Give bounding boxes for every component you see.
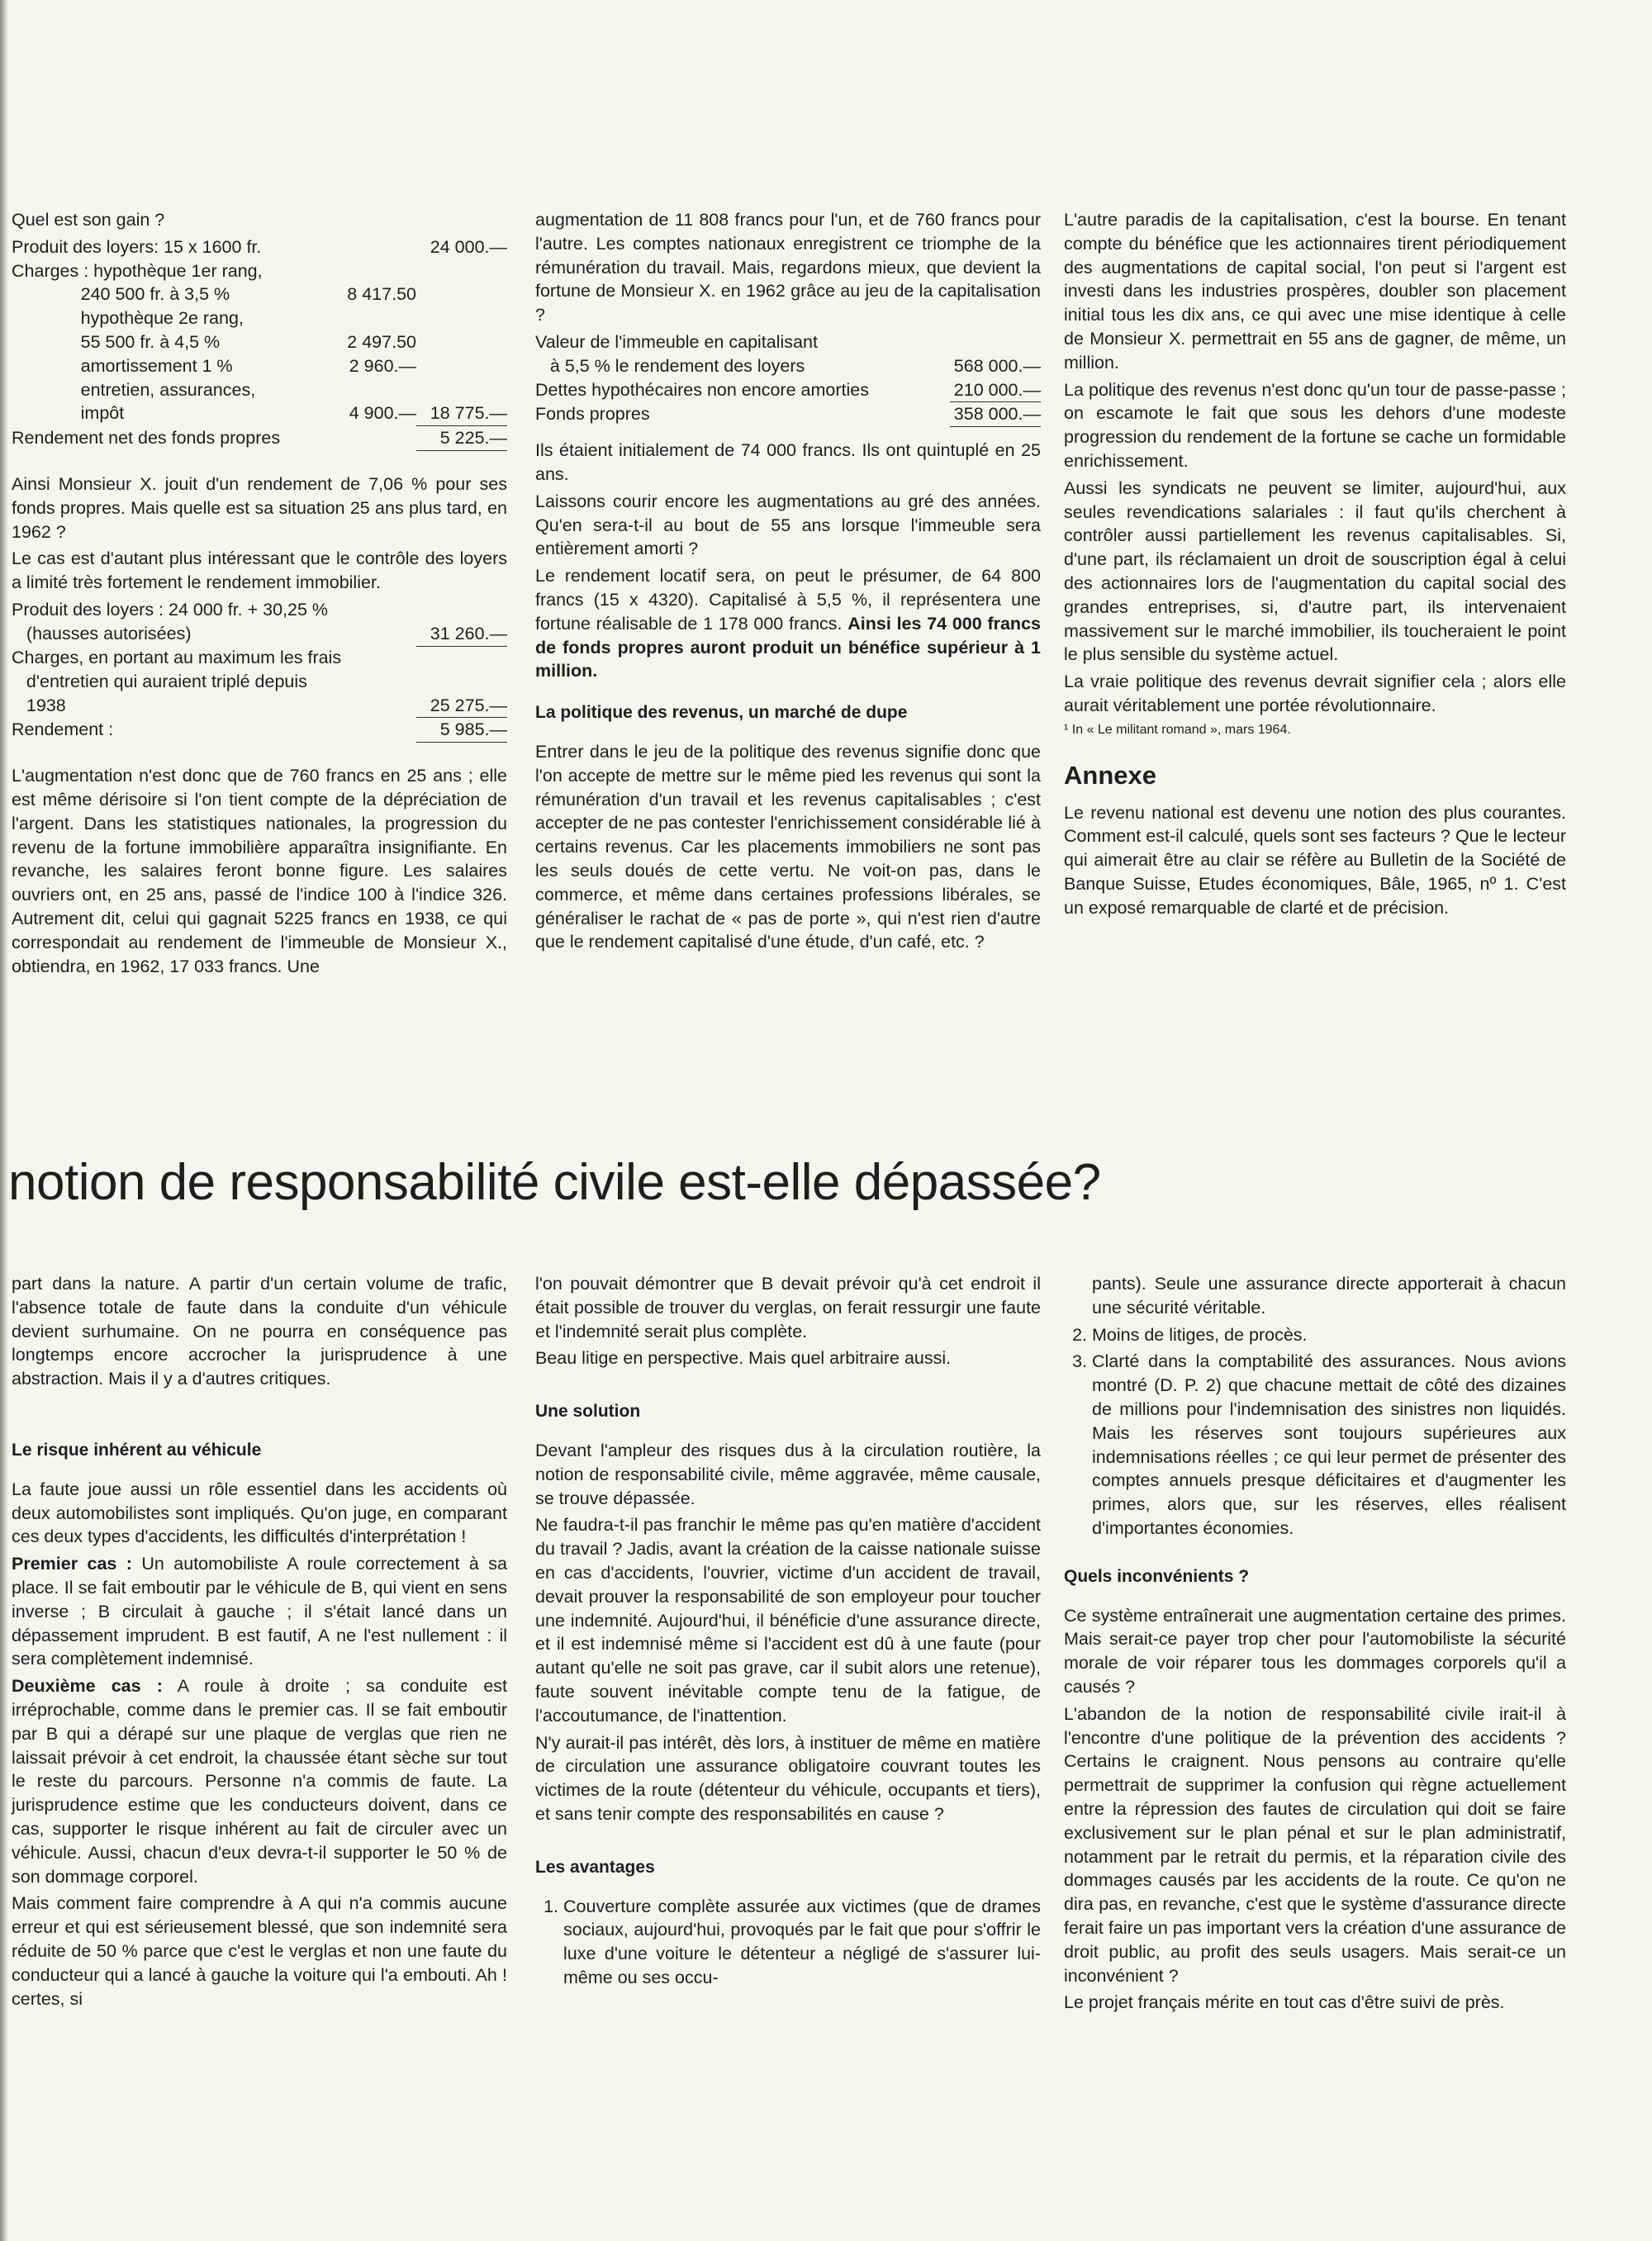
paragraph: Ce système entraînerait une augmentation certaine des primes. Mais serait-ce payer trop cher pour l'automobiliste la sécurité morale de voir réparer tous les dommages corporels qu'il a causés ? <box>1064 1605 1566 1697</box>
paragraph: Ne faudra-t-il pas franchir le même pas qu'en matière d'accident du travail ? Jadis, avant la création de la caisse nationale suisse en cas d'accidents, l'ouvrier, victime d'un accident de travail, devait prouver la responsabilité de son employeur pour toucher une indemnité. Aujourd'hui, il bénéficie d'une assurance directe, et il est indemnisé même si l'accident est dû à une faute (pour autant qu'elle ne soit pas grave, car il subit alors une retenue), faute souvent inévitable compte tenu de la fatigue, de l'accoutumance, de l'inattention. <box>535 1515 1041 1726</box>
paragraph: part dans la nature. A partir d'un certain volume de trafic, l'absence totale de faute dans la conduite d'un véhicule devient surhumaine. On ne pourra en conséquence pas longtemps encore accrocher la jurisprudence à une abstraction. Mais il y a d'autres critiques. <box>12 1274 507 1389</box>
row-amount: 8 417.50 <box>347 284 416 305</box>
capital-table <box>535 330 1041 427</box>
row-amount <box>317 426 416 451</box>
paragraph: Aussi les syndicats ne peuvent se limiter, aujourd'hui, aux seules revendications salariales : il faut qu'ils cherchent à contrôler aussi partiellement les revenus capitalisables. Si, d'une part, ils réclamaient un droit de souscription égal à celui des actionnaires lors de l'augmentation du capital social des grandes entreprises, si, d'autre part, ils intervenaient massivement sur le marché immobilier, ils toucheraient le point le plus sensible du système actuel. <box>1064 477 1566 665</box>
upper-column-2 <box>535 208 1041 957</box>
paragraph: Le revenu national est devenu une notion des plus courantes. Comment est-il calculé, quels sont ses facteurs ? Que le lecteur qui aimerait être au clair se réfère au Bulletin de la Société de Banque Suisse, Etudes économiques, Bâle, 1965, nº 1. C'est un exposé remarquable de clarté et de précision. <box>1064 802 1566 918</box>
lower-column-2 <box>535 1272 1041 1993</box>
section-heading: Le risque inhérent au véhicule <box>12 1440 262 1460</box>
table-row <box>535 354 1041 378</box>
lower-column-1 <box>12 1272 507 2014</box>
table-row <box>12 306 507 330</box>
paragraph: N'y aurait-il pas intérêt, dès lors, à instituer de même en matière de circulation une assurance obligatoire couvrant toutes les victimes de la route (détenteur du véhicule, occupants et tiers), et sans tenir compte des responsabilités en cause ? <box>535 1732 1041 1824</box>
row-label: Produit des loyers: 15 x 1600 fr. <box>12 236 262 257</box>
table-row <box>535 402 1041 427</box>
row-label: Charges : hypothèque 1er rang, <box>12 260 263 281</box>
upper-column-3 <box>1064 208 1566 923</box>
section-heading: La politique des revenus, un marché de dupe <box>535 703 908 723</box>
table-row <box>12 718 507 743</box>
income-table-1962 <box>12 598 507 743</box>
table-row <box>12 426 507 451</box>
paragraph: l'on pouvait démontrer que B devait prévoir qu'à cet endroit il était possible de trouver du verglas, on ferait ressurgir une faute et l'indemnité serait plus complète. <box>535 1274 1041 1341</box>
paragraph: Ainsi Monsieur X. jouit d'un rendement de 7,06 % pour ses fonds propres. Mais quelle est sa situation 25 ans plus tard, en 1962 ? <box>12 473 507 542</box>
row-label: Valeur de l'immeuble en capitalisant <box>535 331 818 352</box>
table-row <box>12 401 507 425</box>
table-row <box>535 330 1041 354</box>
row-total: 358 000.— <box>950 402 1041 427</box>
section-heading: Les avantages <box>535 1857 655 1877</box>
row-amount: 2 497.50 <box>347 331 416 352</box>
row-total <box>416 306 507 330</box>
section-heading: Quels inconvénients ? <box>1064 1566 1250 1586</box>
advantages-list <box>535 1895 1041 1990</box>
paragraph: L'abandon de la notion de responsabilité civile irait-il à l'encontre d'une politique de la prévention des accidents ? Certains le craignent. Nous pensons au contraire qu'elle permettrait de supprimer la confusion qui règne actuellement entre la répression des fautes de circulation qui doit se faire exclusivement sur le plan pénal et sur le plan administratif, notamment par le retrait du permis, et la réparation civile des dommages causés par les accidents de la route. Ce qu'on ne dira pas, en revanche, c'est que le système d'assurance directe ferait faire un pas important vers la création d'une assurance de droit public, au profit des seuls usagers. Mais serait-ce un inconvénient ? <box>1064 1703 1566 1986</box>
upper-column-1 <box>12 208 507 981</box>
row-amount <box>317 235 416 259</box>
row-total <box>416 259 507 283</box>
row-total <box>950 330 1041 354</box>
row-label: Charges, en portant au maximum les frais <box>12 648 342 668</box>
row-label: Produit des loyers : 24 000 fr. + 30,25 % <box>12 599 329 620</box>
row-amount: 2 960.— <box>349 355 416 376</box>
row-label: entretien, assurances, <box>12 379 256 400</box>
row-amount: 4 900.— <box>349 403 416 424</box>
bold-conclusion: Ainsi les 74 000 francs de fonds propres auront produit un bénéfice supérieur à 1 million. <box>535 613 1041 681</box>
lower-column-3 <box>1064 1272 1566 2018</box>
paragraph: Le projet français mérite en tout cas d'être suivi de près. <box>1064 1992 1505 2013</box>
case-label: Deuxième cas : <box>12 1676 163 1697</box>
income-table-1938 <box>12 235 507 451</box>
row-amount <box>317 306 416 330</box>
table-row <box>12 646 507 670</box>
table-row <box>12 354 507 378</box>
table-row <box>12 235 507 259</box>
table-row <box>12 670 507 694</box>
row-amount <box>317 378 416 402</box>
row-total <box>416 598 507 622</box>
table-row <box>12 330 507 354</box>
table-row <box>12 694 507 718</box>
paragraph: augmentation de 11 808 francs pour l'un, et de 760 francs pour l'autre. Les comptes nationaux enregistrent ce triomphe de la rémunération du travail. Mais, regardons mieux, que devient la fortune de Monsieur X. en 1962 grâce au jeu de la capitalisation ? <box>535 210 1041 325</box>
row-label: hypothèque 2e rang, <box>12 308 244 329</box>
list-item-continuation: pants). Seule une assurance directe apporterait à chacun une sécurité véritable. <box>1092 1274 1566 1318</box>
paragraph: La faute joue aussi un rôle essentiel dans les accidents où deux automobilistes sont impliqués. Qu'on juge, en comparant ces deux types d'accidents, les difficultés d'interprétation ! <box>12 1479 507 1547</box>
paragraph: Entrer dans le jeu de la politique des revenus signifie donc que l'on accepte de mettre sur le même pied les revenus qui sont la rémunération d'un travail et les revenus capitalisables ; c'est accepter de ne pas contester l'enrichissement considérable lié à certains revenus. Car les placements immobiliers ne sont pas les seuls doués de cette vertu. Ne voit-on pas, dans le commerce, et même dans certaines professions libérales, se généraliser le rachat de « pas de porte », qui n'est rien d'autre que le rendement capitalisé d'une étude, d'un café, etc. ? <box>535 741 1041 952</box>
paragraph: Ils étaient initialement de 74 000 francs. Ils ont quintuplé en 25 ans. <box>535 440 1041 484</box>
row-total <box>416 282 507 306</box>
table-row <box>535 378 1041 402</box>
row-label: Dettes hypothécaires non encore amorties <box>535 379 869 400</box>
intro-question: Quel est son gain ? <box>12 210 165 230</box>
row-label: 55 500 fr. à 4,5 % <box>12 331 221 352</box>
row-total: 568 000.— <box>953 355 1041 376</box>
paragraph: Le cas est d'autant plus intéressant que le contrôle des loyers a limité très fortement le rendement immobilier. <box>12 548 507 593</box>
row-label: d'entretien qui auraient triplé depuis <box>12 671 307 691</box>
row-total: 31 260.— <box>416 622 507 646</box>
row-label: 1938 <box>12 695 66 715</box>
table-row <box>12 378 507 402</box>
row-total: 5 225.— <box>416 426 507 451</box>
paragraph: Deuxième cas : A roule à droite ; sa conduite est irréprochable, comme dans le premier cas. Il se fait emboutir par B qui a dérapé sur une plaque de verglas que rien ne laissait prévoir à cet endroit, la chaussée étant sèche sur tout le reste du parcours. Personne n'a commis de faute. La jurisprudence estime que les conducteurs doivent, dans ce cas, supporter le risque inhérent au fait de circuler avec un véhicule. Aussi, chacun d'eux devra-t-il supporter le 50 % de son dommage corporel. <box>12 1676 507 1887</box>
row-label: Fonds propres <box>535 403 650 424</box>
row-total <box>416 378 507 402</box>
row-label: amortissement 1 % <box>12 355 233 376</box>
page-binding-edge <box>0 0 8 2241</box>
row-label: (hausses autorisées) <box>12 623 192 643</box>
paragraph: La vraie politique des revenus devrait signifier cela ; alors elle aurait véritablement une portée révolutionnaire. <box>1064 672 1566 715</box>
paragraph: L'autre paradis de la capitalisation, c'est la bourse. En tenant compte du bénéfice que les actionnaires tirent périodiquement des augmentations de capital social, l'on peut si l'argent est investi dans les industries prospères, doubler son placement initial tous les dix ans, ce qui avec une mise identique à celle de Monsieur X. permettrait en 55 ans de gagner, de même, un million. <box>1064 210 1566 373</box>
footnote: ¹ In « Le militant romand », mars 1964. <box>1064 722 1291 737</box>
row-label: 240 500 fr. à 3,5 % <box>12 284 230 305</box>
annexe-title: Annexe <box>1064 760 1156 790</box>
row-total <box>416 354 507 378</box>
case-label: Premier cas : <box>12 1554 132 1574</box>
table-row <box>12 622 507 646</box>
paragraph: Mais comment faire comprendre à A qui n'a commis aucune erreur et qui est sérieusement blessé, que son indemnité sera réduite de 50 % parce que c'est le verglas et non une faute du conducteur qui a lancé à gauche la voiture qui l'a embouti. Ah ! certes, si <box>12 1893 507 2009</box>
row-total <box>416 670 507 694</box>
list-item: 3. Clarté dans la comptabilité des assurances. Nous avions montré (D. P. 2) que chacune mettait de côté des dizaines de millions pour l'indemnisation des sinistres non liquidés. Mais les réserves sont toujours supérieures aux indemnisations réelles ; ce qui leur permet de présenter des comptes annuels presque déficitaires et d'augmenter les primes, alors que, sur les réserves, elles réalisent d'importantes économies. <box>1092 1350 1566 1540</box>
section-heading: Une solution <box>535 1402 641 1422</box>
paragraph: L'augmentation n'est donc que de 760 francs en 25 ans ; elle est même dérisoire si l'on tient compte de la dépréciation de l'argent. Dans les statistiques nationales, la progression du revenu de la fortune immobilière apparaîtra insignifiante. En revanche, les salaires feront bonne figure. Les salaires ouvriers ont, en 25 ans, passé de l'indice 100 à l'indice 326. Autrement dit, celui qui gagnait 5225 francs en 1938, ce qui correspondait au rendement de l'immeuble de Monsieur X., obtiendra, en 1962, 17 033 francs. Une <box>12 766 507 976</box>
row-label: à 5,5 % le rendement des loyers <box>535 355 805 376</box>
row-label: Rendement net des fonds propres <box>12 427 281 448</box>
row-total: 18 775.— <box>416 401 507 425</box>
row-total <box>416 330 507 354</box>
paragraph: La politique des revenus n'est donc qu'un tour de passe-passe ; on escamote le fait que sous les dehors d'une modeste progression du rendement de la fortune se cache un formidable enrichissement. <box>1064 379 1566 471</box>
table-row <box>12 282 507 306</box>
list-item: 1. Couverture complète assurée aux victimes (que de drames sociaux, aujourd'hui, provoqués par le fait que pour s'offrir le luxe d'une voiture le détenteur a négligé de s'assurer lui-même ou ses occu- <box>563 1895 1041 1990</box>
paragraph: Le rendement locatif sera, on peut le présumer, de 64 800 francs (15 x 4320). Capitalisé à 5,5 %, il représentera une fortune réalisable de 1 178 000 francs. Ainsi les 74 000 francs de fonds propres auront produit un bénéfice supérieur à 1 million. <box>535 566 1041 681</box>
advantages-list-continued <box>1064 1323 1566 1541</box>
row-total: 5 985.— <box>416 718 507 743</box>
row-label: Rendement : <box>12 719 114 739</box>
row-label: impôt <box>12 403 125 424</box>
paragraph: Laissons courir encore les augmentations au gré des années. Qu'en sera-t-il au bout de 55 ans lorsque l'immeuble sera entièrement amorti ? <box>535 491 1041 559</box>
row-total <box>416 646 507 670</box>
row-total: 25 275.— <box>416 694 507 718</box>
row-total: 210 000.— <box>950 378 1041 402</box>
table-row <box>12 598 507 622</box>
row-total: 24 000.— <box>430 236 507 257</box>
table-row <box>12 259 507 283</box>
paragraph: Devant l'ampleur des risques dus à la circulation routière, la notion de responsabilité civile, même aggravée, même causale, se trouve dépassée. <box>535 1440 1041 1508</box>
list-item: 2. Moins de litiges, de procès. <box>1092 1323 1566 1347</box>
article-headline: notion de responsabilité civile est-elle dépassée? <box>8 1154 1101 1211</box>
paragraph: Premier cas : Un automobiliste A roule correctement à sa place. Il se fait emboutir par le véhicule de B, qui vient en sens inverse ; B circulait à gauche ; il s'était lancé dans un dépassement imprudent. B est fautif, A ne l'est nullement : il sera complètement indemnisé. <box>12 1554 507 1669</box>
paragraph: Beau litige en perspective. Mais quel arbitraire aussi. <box>535 1348 952 1369</box>
row-amount <box>317 259 416 283</box>
